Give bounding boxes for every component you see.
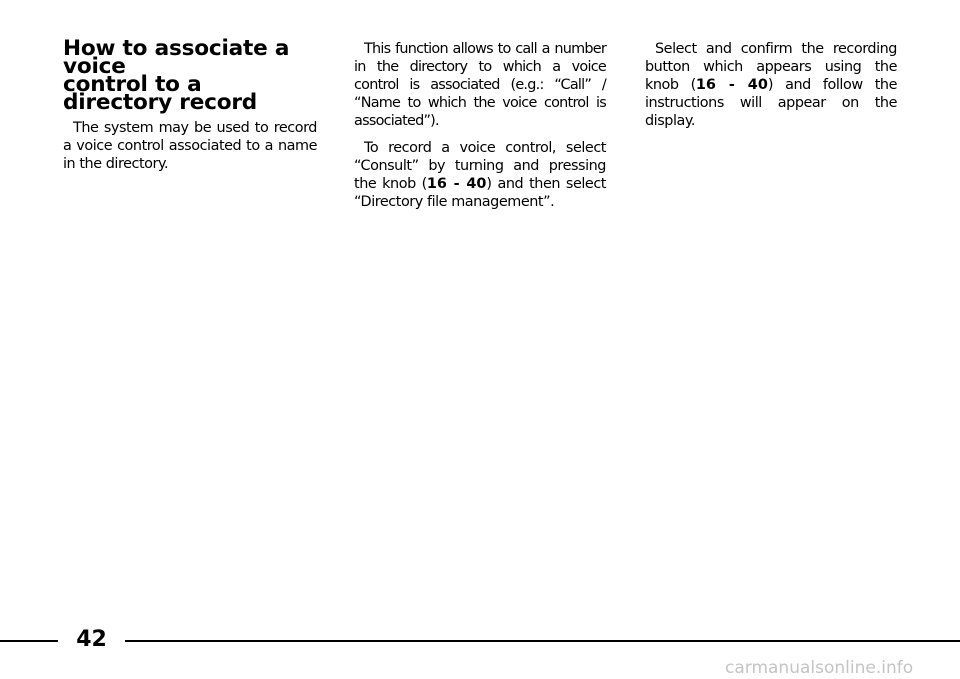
intro-paragraph: The system may be used to record a voice control associated to a name in the directory. [63, 120, 317, 172]
section-heading-line-1: How to associate a voice [63, 36, 290, 79]
section-heading [63, 36, 317, 115]
record-instructions-text-start: To record a voice control, select “Consult” by turning and pressing the knob ( [354, 140, 606, 192]
function-description-paragraph: This function allows to call a number in the directory to which a voice control is associated (e.g.: “Call” / “Name to which the voice control is associated”). [354, 41, 606, 129]
record-instructions-text-end: ) and then select “Directory file management”. [354, 176, 606, 210]
footer-rule-right [125, 640, 960, 642]
column-right [645, 40, 897, 139]
page-number: 42 [76, 627, 107, 652]
record-instructions-paragraph [354, 139, 606, 211]
watermark: carmanualsonline.info [725, 658, 914, 678]
footer-rule-left [0, 640, 58, 642]
confirm-instructions-text-end: ) and follow the instructions will appear on the display. [645, 77, 898, 129]
confirm-instructions-text-start: Select and confirm the recording button which appears using the knob ( [645, 41, 897, 93]
column-left [63, 36, 317, 182]
column-middle [354, 40, 606, 220]
confirm-instructions-paragraph [645, 40, 897, 130]
knob-reference: 16 - 40 [695, 77, 768, 93]
knob-reference: 16 - 40 [426, 176, 487, 192]
section-heading-line-2: control to a directory record [63, 72, 258, 115]
